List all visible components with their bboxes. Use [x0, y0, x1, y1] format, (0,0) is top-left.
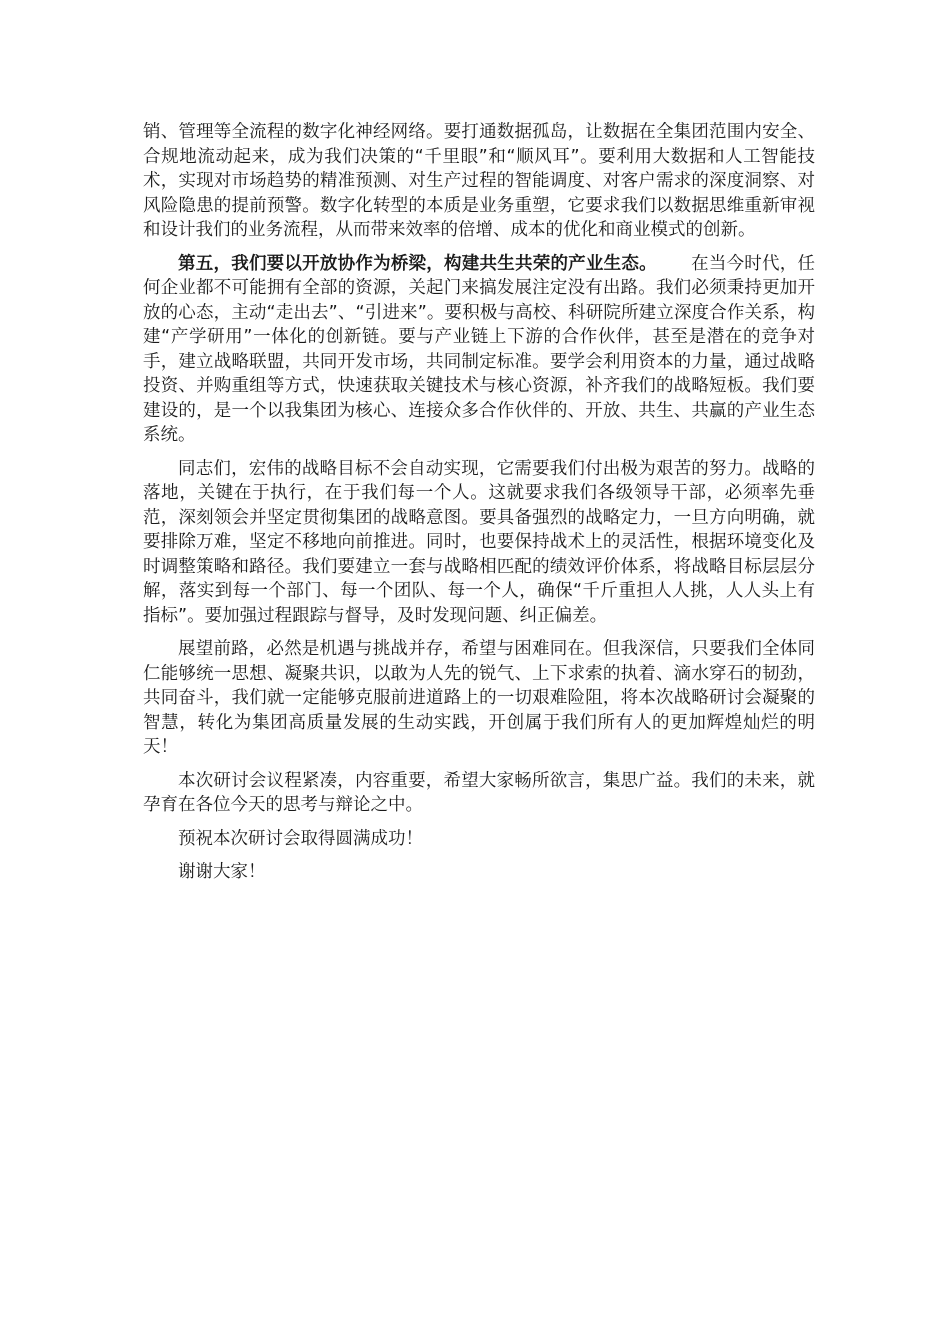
paragraph-outlook: 展望前路，必然是机遇与挑战并存，希望与困难同在。但我深信，只要我们全体同仁能够统一思想、凝聚共识，以敢为人先的锐气、上下求索的执着、滴水穿石的韧劲，共同奋斗，我们就一定能够克服前进道路上的一切艰难险阻，将本次战略研讨会凝聚的智慧，转化为集团高质量发展的生动实践，开创属于我们所有人的更加辉煌灿烂的明天！ — [143, 639, 815, 757]
section-heading-fifth: 第五，我们要以开放协作为桥梁，构建共生共荣的产业生态。 — [178, 253, 657, 274]
paragraph-agenda: 本次研讨会议程紧凑，内容重要，希望大家畅所欲言，集思广益。我们的未来，就孕育在各位今天的思考与辩论之中。 — [143, 770, 815, 815]
paragraph-digital-transformation: 销、管理等全流程的数字化神经网络。要打通数据孤岛，让数据在全集团范围内安全、合规地流动起来，成为我们决策的“千里眼”和“顺风耳”。要利用大数据和人工智能技术，实现对市场趋势的精准预测、对生产过程的智能调度、对客户需求的深度洞察、对风险隐患的提前预警。数字化转型的本质是业务重塑，它要求我们以数据思维重新审视和设计我们的业务流程，从而带来效率的倍增、成本的优化和商业模式的创新。 — [143, 122, 815, 240]
paragraph-thanks: 谢谢大家！ — [178, 862, 266, 882]
paragraph-wishes: 预祝本次研讨会取得圆满成功！ — [178, 828, 423, 849]
document-body — [143, 120, 815, 894]
paragraph-open-collaboration-text: 在当今时代，任何企业都不可能拥有全部的资源，关起门来搞发展注定没有出路。我们必须秉持更加开放的心态，主动“走出去”、“引进来”。要积极与高校、科研院所建立深度合作关系，构建“产学研用”一体化的创新链。要与产业链上下游的合作伙伴，甚至是潜在的竞争对手，建立战略联盟，共同开发市场，共同制定标准。要学会利用资本的力量，通过战略投资、并购重组等方式，快速获取关键技术与核心资源，补齐我们的战略短板。我们要建设的，是一个以我集团为核心、连接众多合作伙伴的、开放、共生、共赢的产业生态系统。 — [143, 253, 816, 445]
paragraph-execution: 同志们，宏伟的战略目标不会自动实现，它需要我们付出极为艰苦的努力。战略的落地，关键在于执行，在于我们每一个人。这就要求我们各级领导干部，必须率先垂范，深刻领会并坚定贯彻集团的战略意图。要具备强烈的战略定力，一旦方向明确，就要排除万难，坚定不移地向前推进。同时，也要保持战术上的灵活性，根据环境变化及时调整策略和路径。我们要建立一套与战略相匹配的绩效评价体系，将战略目标层层分解，落实到每一个部门、每一个团队、每一个人，确保“千斤重担人人挑，人人头上有指标”。要加强过程跟踪与督导，及时发现问题、纠正偏差。 — [143, 458, 815, 626]
paragraph-open-collaboration — [143, 252, 815, 448]
